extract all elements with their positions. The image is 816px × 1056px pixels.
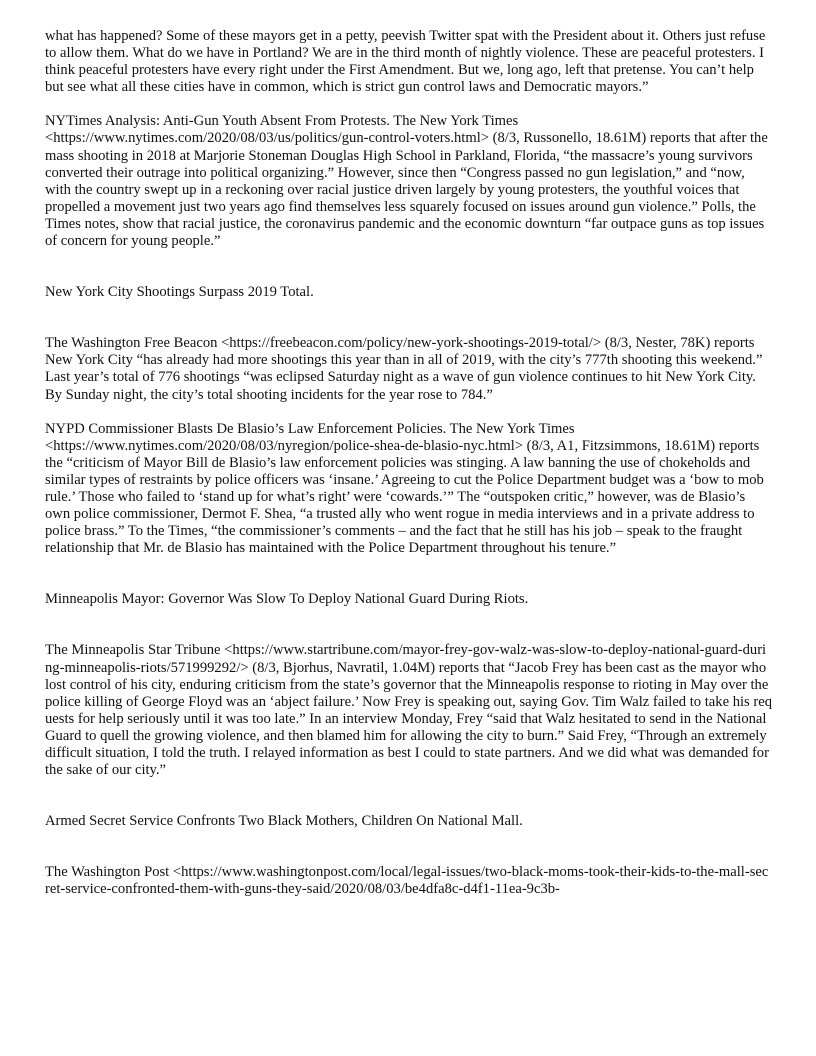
document-page: [45, 28, 773, 898]
paragraph-gun-control-quote: what has happened? Some of these mayors get in a petty, peevish Twitter spat with the President about it. Others just refuse to allow them. What do we have in Portland? We are in the third month of nightly violence. These are peaceful protesters. I think peaceful protesters have every right under the First Amendment. But we, long ago, left that pretense. You can’t help but see what all these cities have in common, which is strict gun control laws and Democratic mayors.”: [45, 28, 766, 96]
paragraph-washington-post: The Washington Post <https://www.washingtonpost.com/local/legal-issues/two-black-moms-took-their-kids-to-the-mall-secret-service-confronted-them-with-guns-they-said/2020/08/03/be4dfa8c-d4f1-11ea-9c3b-: [45, 864, 769, 898]
headline-minneapolis-mayor: Minneapolis Mayor: Governor Was Slow To Deploy National Guard During Riots.: [45, 591, 529, 608]
paragraph-nypd-commissioner: NYPD Commissioner Blasts De Blasio’s Law Enforcement Policies. The New York Times <https://www.nytimes.com/2020/08/03/nyregion/police-shea-de-blasio-nyc.html> (8/3, A1, Fitzsimmons, 18.61M) reports the “criticism of Mayor Bill de Blasio’s law enforcement policies was stinging. A law banning the use of chokeholds and similar types of restraints by police officers was ‘insane.’ Agreeing to cut the Police Department budget was a ‘bow to mob rule.’ Those who failed to ‘stand up for what’s right’ were ‘cowards.’” The “outspoken critic,” however, was de Blasio’s own police commissioner, Dermot F. Shea, “a trusted ally who went rogue in media interviews and in a private address to police brass.” To the Times, “the commissioner’s comments – and the fact that he still has his job – speak to the fraught relationship that Mr. de Blasio has maintained with the Police Department throughout his tenure.”: [45, 420, 764, 557]
headline-nyc-shootings: New York City Shootings Surpass 2019 Total.: [45, 284, 314, 301]
paragraph-nytimes-anti-gun-youth: NYTimes Analysis: Anti-Gun Youth Absent From Protests. The New York Times <https://www.nytimes.com/2020/08/03/us/politics/gun-control-voters.html> (8/3, Russonello, 18.61M) reports that after the mass shooting in 2018 at Marjorie Stoneman Douglas High School in Parkland, Florida, “the massacre’s young survivors converted their outrage into political organizing.” However, since then “Congress passed no gun legislation,” and “now, with the country swept up in a reckoning over racial justice driven largely by young protesters, the youthful voices that propelled a movement just two years ago find themselves less squarely focused on issues around gun violence.” Polls, the Times notes, show that racial justice, the coronavirus pandemic and the economic downturn “far outpace guns as top issues of concern for young people.”: [45, 113, 768, 250]
paragraph-free-beacon-shootings: The Washington Free Beacon <https://freebeacon.com/policy/new-york-shootings-2019-total/> (8/3, Nester, 78K) reports New York City “has already had more shootings this year than in all of 2019, with the city’s 777th shooting this weekend.” Last year’s total of 776 shootings “was eclipsed Saturday night as a wave of gun violence continues to hit New York City. By Sunday night, the city’s total shooting incidents for the year rose to 784.”: [45, 335, 763, 403]
paragraph-star-tribune: The Minneapolis Star Tribune <https://www.startribune.com/mayor-frey-gov-walz-was-slow-to-deploy-national-guard-during-minneapolis-riots/571999292/> (8/3, Bjorhus, Navratil, 1.04M) reports that “Jacob Frey has been cast as the mayor who lost control of his city, enduring criticism from the state’s governor that the Minneapolis response to rioting in May over the police killing of George Floyd was an ‘abject failure.’ Now Frey is speaking out, saying Gov. Tim Walz failed to take his requests for help seriously until it was too late.” In an interview Monday, Frey “said that Walz hesitated to send in the National Guard to quell the growing violence, and then blamed him for allowing the city to burn.” Said Frey, “Through an extremely difficult situation, I told the truth. I relayed information as best I could to state partners. And we did what was demanded for the sake of our city.”: [45, 642, 773, 779]
headline-secret-service: Armed Secret Service Confronts Two Black Mothers, Children On National Mall.: [45, 813, 523, 830]
